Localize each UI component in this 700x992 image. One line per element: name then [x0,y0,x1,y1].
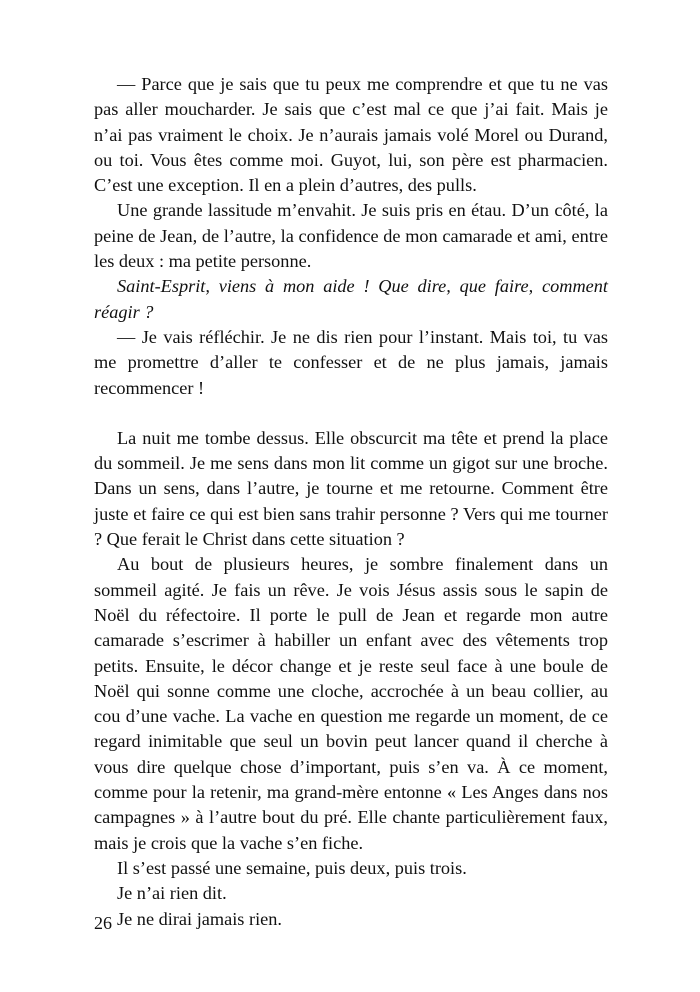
narration-paragraph: Il s’est passé une semaine, puis deux, puis trois. [117,857,467,878]
section-break [94,401,608,426]
narration-paragraph: Je n’ai rien dit. [117,883,227,904]
narration-paragraph: Une grande lassitude m’envahit. Je suis pris en étau. D’un côté, la peine de Jean, de l’autre, la confidence de mon camarade et ami, entre les deux : ma petite personne. [94,200,608,272]
page-body [94,72,608,932]
prayer-paragraph: Saint-Esprit, viens à mon aide ! Que dire, que faire, comment réagir ? [94,276,608,322]
narration-paragraph: La nuit me tombe dessus. Elle obscurcit ma tête et prend la place du sommeil. Je me sens dans mon lit comme un gigot sur une broche. Dans un sens, dans l’autre, je tourne et me retourne. Comment être juste et faire ce qui est bien sans trahir personne ? Vers qui me tourner ? Que ferait le Christ dans cette situation ? [94,427,608,550]
dialogue-paragraph: — Parce que je sais que tu peux me comprendre et que tu ne vas pas aller moucharder. Je sais que c’est mal ce que j’ai fait. Mais je n’ai pas vraiment le choix. Je n’aurais jamais volé Morel ou Durand, ou toi. Vous êtes comme moi. Guyot, lui, son père est pharmacien. C’est une exception. Il en a plein d’autres, des pulls. [94,74,608,196]
page-number: 26 [94,913,112,933]
narration-paragraph: Je ne dirai jamais rien. [117,908,282,929]
dialogue-paragraph: — Je vais réfléchir. Je ne dis rien pour l’instant. Mais toi, tu vas me promettre d’aller te confesser et de ne plus jamais, jamais recommencer ! [94,326,608,398]
dream-paragraph: Au bout de plusieurs heures, je sombre finalement dans un sommeil agité. Je fais un rêve. Je vois Jésus assis sous le sapin de Noël du réfectoire. Il porte le pull de Jean et regarde mon autre camarade s’escrimer à habiller un enfant avec des vêtements trop petits. Ensuite, le décor change et je reste seul face à une boule de Noël qui sonne comme une cloche, accrochée à un beau collier, au cou d’une vache. La vache en question me regarde un moment, de ce regard inimitable que seul un bovin peut lancer quand il cherche à vous dire quelque chose d’important, puis s’en va. À ce moment, comme pour la retenir, ma grand-mère entonne « Les Anges dans nos campagnes » à l’autre bout du pré. Elle chante particulièrement faux, mais je crois que la vache s’en fiche. [94,554,608,853]
